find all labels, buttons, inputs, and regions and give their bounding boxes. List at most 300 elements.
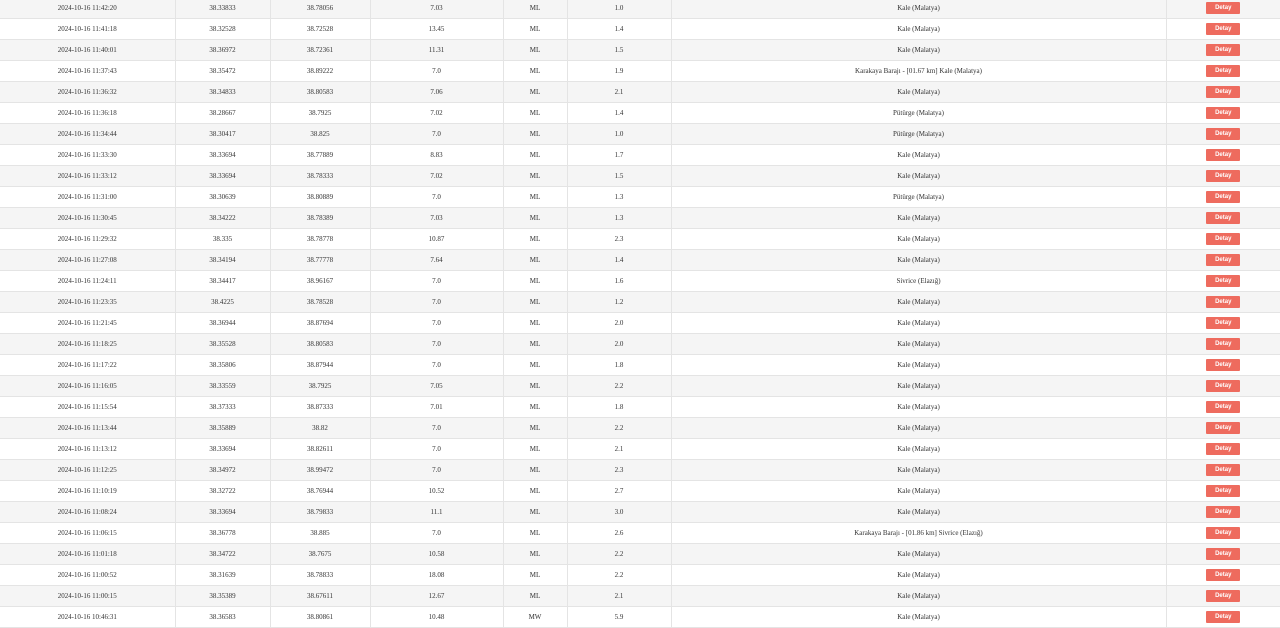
longitude-cell: 38.87333 <box>270 397 370 418</box>
table-row <box>0 607 1280 628</box>
magnitude-type-cell: ML <box>503 586 567 607</box>
latitude-cell: 38.30417 <box>175 124 270 145</box>
detail-button[interactable]: Detay <box>1206 359 1240 371</box>
magnitude-type-cell: ML <box>503 0 567 19</box>
date-cell: 2024-10-16 11:27:08 <box>0 250 175 271</box>
detail-button[interactable]: Detay <box>1206 107 1240 119</box>
table-row <box>0 166 1280 187</box>
location-cell: Karakaya Barajı - [01.86 km] Sivrice (Elazığ) <box>671 523 1166 544</box>
detail-button[interactable]: Detay <box>1206 212 1240 224</box>
magnitude-cell: 2.2 <box>567 376 671 397</box>
depth-cell: 7.06 <box>370 82 503 103</box>
date-cell: 2024-10-16 11:29:32 <box>0 229 175 250</box>
date-cell: 2024-10-16 11:41:18 <box>0 19 175 40</box>
longitude-cell: 38.89222 <box>270 61 370 82</box>
detail-button[interactable]: Detay <box>1206 380 1240 392</box>
table-row <box>0 397 1280 418</box>
date-cell: 2024-10-16 11:37:43 <box>0 61 175 82</box>
longitude-cell: 38.78389 <box>270 208 370 229</box>
magnitude-type-cell: ML <box>503 19 567 40</box>
action-cell <box>1166 229 1280 250</box>
action-cell <box>1166 61 1280 82</box>
action-cell <box>1166 460 1280 481</box>
detail-button[interactable]: Detay <box>1206 275 1240 287</box>
detail-button[interactable]: Detay <box>1206 317 1240 329</box>
depth-cell: 7.0 <box>370 271 503 292</box>
latitude-cell: 38.33694 <box>175 166 270 187</box>
longitude-cell: 38.80583 <box>270 82 370 103</box>
magnitude-cell: 1.4 <box>567 250 671 271</box>
table-row <box>0 502 1280 523</box>
magnitude-cell: 2.6 <box>567 523 671 544</box>
table-row <box>0 586 1280 607</box>
date-cell: 2024-10-16 11:33:12 <box>0 166 175 187</box>
depth-cell: 7.0 <box>370 439 503 460</box>
magnitude-cell: 2.0 <box>567 334 671 355</box>
latitude-cell: 38.34833 <box>175 82 270 103</box>
date-cell: 2024-10-16 11:31:00 <box>0 187 175 208</box>
magnitude-cell: 2.1 <box>567 82 671 103</box>
longitude-cell: 38.72528 <box>270 19 370 40</box>
magnitude-type-cell: ML <box>503 61 567 82</box>
depth-cell: 7.0 <box>370 334 503 355</box>
magnitude-type-cell: ML <box>503 376 567 397</box>
action-cell <box>1166 145 1280 166</box>
longitude-cell: 38.7925 <box>270 103 370 124</box>
longitude-cell: 38.825 <box>270 124 370 145</box>
action-cell <box>1166 607 1280 628</box>
location-cell: Kale (Malatya) <box>671 397 1166 418</box>
detail-button[interactable]: Detay <box>1206 527 1240 539</box>
date-cell: 2024-10-16 11:36:18 <box>0 103 175 124</box>
date-cell: 2024-10-16 11:34:44 <box>0 124 175 145</box>
depth-cell: 7.0 <box>370 292 503 313</box>
date-cell: 2024-10-16 11:13:12 <box>0 439 175 460</box>
table-row <box>0 187 1280 208</box>
date-cell: 2024-10-16 11:33:30 <box>0 145 175 166</box>
longitude-cell: 38.7675 <box>270 544 370 565</box>
longitude-cell: 38.78333 <box>270 166 370 187</box>
latitude-cell: 38.31639 <box>175 565 270 586</box>
table-row <box>0 481 1280 502</box>
magnitude-type-cell: ML <box>503 166 567 187</box>
location-cell: Kale (Malatya) <box>671 418 1166 439</box>
date-cell: 2024-10-16 11:12:25 <box>0 460 175 481</box>
latitude-cell: 38.36972 <box>175 40 270 61</box>
depth-cell: 11.31 <box>370 40 503 61</box>
detail-button[interactable]: Detay <box>1206 401 1240 413</box>
table-row <box>0 82 1280 103</box>
date-cell: 2024-10-16 11:17:22 <box>0 355 175 376</box>
table-row <box>0 208 1280 229</box>
location-cell: Pütürge (Malatya) <box>671 187 1166 208</box>
magnitude-cell: 2.0 <box>567 313 671 334</box>
location-cell: Kale (Malatya) <box>671 502 1166 523</box>
table-row <box>0 19 1280 40</box>
latitude-cell: 38.35889 <box>175 418 270 439</box>
location-cell: Kale (Malatya) <box>671 544 1166 565</box>
longitude-cell: 38.78778 <box>270 229 370 250</box>
action-cell <box>1166 481 1280 502</box>
table-row <box>0 40 1280 61</box>
magnitude-cell: 1.3 <box>567 187 671 208</box>
table-row <box>0 313 1280 334</box>
latitude-cell: 38.35806 <box>175 355 270 376</box>
detail-button[interactable]: Detay <box>1206 506 1240 518</box>
location-cell: Kale (Malatya) <box>671 145 1166 166</box>
table-row <box>0 418 1280 439</box>
magnitude-cell: 1.8 <box>567 355 671 376</box>
latitude-cell: 38.33694 <box>175 145 270 166</box>
depth-cell: 7.0 <box>370 460 503 481</box>
depth-cell: 7.0 <box>370 313 503 334</box>
magnitude-cell: 1.9 <box>567 61 671 82</box>
location-cell: Pütürge (Malatya) <box>671 103 1166 124</box>
latitude-cell: 38.32722 <box>175 481 270 502</box>
date-cell: 2024-10-16 11:08:24 <box>0 502 175 523</box>
action-cell <box>1166 250 1280 271</box>
action-cell <box>1166 187 1280 208</box>
location-cell: Kale (Malatya) <box>671 208 1166 229</box>
detail-button[interactable]: Detay <box>1206 44 1240 56</box>
latitude-cell: 38.33559 <box>175 376 270 397</box>
magnitude-type-cell: ML <box>503 145 567 166</box>
date-cell: 2024-10-16 11:18:25 <box>0 334 175 355</box>
location-cell: Kale (Malatya) <box>671 565 1166 586</box>
depth-cell: 10.58 <box>370 544 503 565</box>
latitude-cell: 38.4225 <box>175 292 270 313</box>
location-cell: Kale (Malatya) <box>671 0 1166 19</box>
magnitude-cell: 2.2 <box>567 565 671 586</box>
depth-cell: 7.0 <box>370 355 503 376</box>
action-cell <box>1166 418 1280 439</box>
magnitude-type-cell: ML <box>503 124 567 145</box>
latitude-cell: 38.35528 <box>175 334 270 355</box>
date-cell: 2024-10-16 11:16:05 <box>0 376 175 397</box>
magnitude-type-cell: ML <box>503 565 567 586</box>
depth-cell: 12.67 <box>370 586 503 607</box>
longitude-cell: 38.77889 <box>270 145 370 166</box>
longitude-cell: 38.82 <box>270 418 370 439</box>
magnitude-type-cell: MW <box>503 607 567 628</box>
action-cell <box>1166 271 1280 292</box>
depth-cell: 7.0 <box>370 187 503 208</box>
magnitude-type-cell: ML <box>503 313 567 334</box>
longitude-cell: 38.82611 <box>270 439 370 460</box>
magnitude-type-cell: ML <box>503 502 567 523</box>
depth-cell: 10.87 <box>370 229 503 250</box>
magnitude-cell: 2.3 <box>567 229 671 250</box>
magnitude-cell: 1.0 <box>567 0 671 19</box>
location-cell: Kale (Malatya) <box>671 40 1166 61</box>
latitude-cell: 38.34417 <box>175 271 270 292</box>
latitude-cell: 38.36778 <box>175 523 270 544</box>
action-cell <box>1166 208 1280 229</box>
location-cell: Karakaya Barajı - [01.67 km] Kale (Malatya) <box>671 61 1166 82</box>
depth-cell: 7.03 <box>370 208 503 229</box>
longitude-cell: 38.99472 <box>270 460 370 481</box>
location-cell: Kale (Malatya) <box>671 586 1166 607</box>
location-cell: Kale (Malatya) <box>671 19 1166 40</box>
latitude-cell: 38.34222 <box>175 208 270 229</box>
date-cell: 2024-10-16 11:42:20 <box>0 0 175 19</box>
magnitude-type-cell: ML <box>503 187 567 208</box>
action-cell <box>1166 82 1280 103</box>
latitude-cell: 38.335 <box>175 229 270 250</box>
date-cell: 2024-10-16 11:01:18 <box>0 544 175 565</box>
longitude-cell: 38.79833 <box>270 502 370 523</box>
date-cell: 2024-10-16 11:06:15 <box>0 523 175 544</box>
magnitude-cell: 1.3 <box>567 208 671 229</box>
table-row <box>0 565 1280 586</box>
magnitude-type-cell: ML <box>503 40 567 61</box>
depth-cell: 11.1 <box>370 502 503 523</box>
depth-cell: 7.0 <box>370 418 503 439</box>
depth-cell: 7.03 <box>370 0 503 19</box>
magnitude-type-cell: ML <box>503 544 567 565</box>
table-row <box>0 271 1280 292</box>
magnitude-type-cell: ML <box>503 523 567 544</box>
latitude-cell: 38.37333 <box>175 397 270 418</box>
magnitude-cell: 1.4 <box>567 103 671 124</box>
action-cell <box>1166 376 1280 397</box>
longitude-cell: 38.87944 <box>270 355 370 376</box>
magnitude-cell: 2.1 <box>567 439 671 460</box>
table-row <box>0 61 1280 82</box>
action-cell <box>1166 166 1280 187</box>
detail-button[interactable]: Detay <box>1206 611 1240 623</box>
action-cell <box>1166 124 1280 145</box>
detail-button[interactable]: Detay <box>1206 170 1240 182</box>
location-cell: Sivrice (Elazığ) <box>671 271 1166 292</box>
action-cell <box>1166 397 1280 418</box>
depth-cell: 7.0 <box>370 523 503 544</box>
action-cell <box>1166 502 1280 523</box>
detail-button[interactable]: Detay <box>1206 569 1240 581</box>
magnitude-type-cell: ML <box>503 82 567 103</box>
longitude-cell: 38.96167 <box>270 271 370 292</box>
depth-cell: 7.02 <box>370 166 503 187</box>
detail-button[interactable]: Detay <box>1206 443 1240 455</box>
latitude-cell: 38.35472 <box>175 61 270 82</box>
location-cell: Kale (Malatya) <box>671 82 1166 103</box>
detail-button[interactable]: Detay <box>1206 233 1240 245</box>
detail-button[interactable]: Detay <box>1206 128 1240 140</box>
location-cell: Kale (Malatya) <box>671 166 1166 187</box>
magnitude-cell: 3.0 <box>567 502 671 523</box>
longitude-cell: 38.87694 <box>270 313 370 334</box>
longitude-cell: 38.80889 <box>270 187 370 208</box>
depth-cell: 7.0 <box>370 61 503 82</box>
magnitude-cell: 1.5 <box>567 166 671 187</box>
date-cell: 2024-10-16 11:40:01 <box>0 40 175 61</box>
depth-cell: 7.02 <box>370 103 503 124</box>
detail-button[interactable]: Detay <box>1206 464 1240 476</box>
depth-cell: 10.48 <box>370 607 503 628</box>
magnitude-cell: 2.2 <box>567 544 671 565</box>
action-cell <box>1166 0 1280 19</box>
latitude-cell: 38.33694 <box>175 502 270 523</box>
detail-button[interactable]: Detay <box>1206 86 1240 98</box>
action-cell <box>1166 292 1280 313</box>
detail-button[interactable]: Detay <box>1206 485 1240 497</box>
longitude-cell: 38.67611 <box>270 586 370 607</box>
detail-button[interactable]: Detay <box>1206 254 1240 266</box>
date-cell: 2024-10-16 11:36:32 <box>0 82 175 103</box>
latitude-cell: 38.34972 <box>175 460 270 481</box>
detail-button[interactable]: Detay <box>1206 23 1240 35</box>
location-cell: Kale (Malatya) <box>671 229 1166 250</box>
magnitude-type-cell: ML <box>503 481 567 502</box>
action-cell <box>1166 544 1280 565</box>
magnitude-cell: 1.7 <box>567 145 671 166</box>
action-cell <box>1166 19 1280 40</box>
depth-cell: 7.05 <box>370 376 503 397</box>
magnitude-type-cell: ML <box>503 355 567 376</box>
detail-button[interactable]: Detay <box>1206 149 1240 161</box>
detail-button[interactable]: Detay <box>1206 191 1240 203</box>
latitude-cell: 38.36583 <box>175 607 270 628</box>
date-cell: 2024-10-16 11:21:45 <box>0 313 175 334</box>
latitude-cell: 38.32528 <box>175 19 270 40</box>
detail-button[interactable]: Detay <box>1206 2 1240 14</box>
detail-button[interactable]: Detay <box>1206 422 1240 434</box>
location-cell: Kale (Malatya) <box>671 607 1166 628</box>
location-cell: Kale (Malatya) <box>671 355 1166 376</box>
depth-cell: 7.64 <box>370 250 503 271</box>
latitude-cell: 38.30639 <box>175 187 270 208</box>
longitude-cell: 38.78833 <box>270 565 370 586</box>
date-cell: 2024-10-16 11:24:11 <box>0 271 175 292</box>
detail-button[interactable]: Detay <box>1206 65 1240 77</box>
table-row <box>0 355 1280 376</box>
date-cell: 2024-10-16 11:30:45 <box>0 208 175 229</box>
location-cell: Kale (Malatya) <box>671 250 1166 271</box>
latitude-cell: 38.36944 <box>175 313 270 334</box>
magnitude-cell: 1.8 <box>567 397 671 418</box>
magnitude-type-cell: ML <box>503 460 567 481</box>
table-row <box>0 124 1280 145</box>
magnitude-type-cell: ML <box>503 439 567 460</box>
magnitude-type-cell: ML <box>503 271 567 292</box>
action-cell <box>1166 334 1280 355</box>
location-cell: Kale (Malatya) <box>671 481 1166 502</box>
magnitude-cell: 1.6 <box>567 271 671 292</box>
latitude-cell: 38.34722 <box>175 544 270 565</box>
table-row <box>0 439 1280 460</box>
location-cell: Kale (Malatya) <box>671 460 1166 481</box>
location-cell: Kale (Malatya) <box>671 292 1166 313</box>
date-cell: 2024-10-16 11:23:35 <box>0 292 175 313</box>
latitude-cell: 38.33833 <box>175 0 270 19</box>
table-row <box>0 103 1280 124</box>
location-cell: Kale (Malatya) <box>671 334 1166 355</box>
depth-cell: 10.52 <box>370 481 503 502</box>
action-cell <box>1166 313 1280 334</box>
magnitude-type-cell: ML <box>503 229 567 250</box>
latitude-cell: 38.28667 <box>175 103 270 124</box>
magnitude-type-cell: ML <box>503 250 567 271</box>
action-cell <box>1166 565 1280 586</box>
magnitude-cell: 2.1 <box>567 586 671 607</box>
depth-cell: 13.45 <box>370 19 503 40</box>
longitude-cell: 38.80583 <box>270 334 370 355</box>
magnitude-cell: 2.2 <box>567 418 671 439</box>
magnitude-cell: 1.5 <box>567 40 671 61</box>
longitude-cell: 38.78056 <box>270 0 370 19</box>
detail-button[interactable]: Detay <box>1206 590 1240 602</box>
magnitude-cell: 1.2 <box>567 292 671 313</box>
action-cell <box>1166 355 1280 376</box>
magnitude-type-cell: ML <box>503 208 567 229</box>
longitude-cell: 38.76944 <box>270 481 370 502</box>
longitude-cell: 38.7925 <box>270 376 370 397</box>
magnitude-type-cell: ML <box>503 292 567 313</box>
magnitude-type-cell: ML <box>503 103 567 124</box>
action-cell <box>1166 439 1280 460</box>
action-cell <box>1166 586 1280 607</box>
latitude-cell: 38.35389 <box>175 586 270 607</box>
detail-button[interactable]: Detay <box>1206 338 1240 350</box>
magnitude-cell: 5.9 <box>567 607 671 628</box>
longitude-cell: 38.885 <box>270 523 370 544</box>
depth-cell: 8.83 <box>370 145 503 166</box>
magnitude-cell: 1.0 <box>567 124 671 145</box>
table-row <box>0 292 1280 313</box>
magnitude-cell: 2.7 <box>567 481 671 502</box>
magnitude-cell: 2.3 <box>567 460 671 481</box>
longitude-cell: 38.72361 <box>270 40 370 61</box>
location-cell: Pütürge (Malatya) <box>671 124 1166 145</box>
date-cell: 2024-10-16 11:15:54 <box>0 397 175 418</box>
table-row <box>0 229 1280 250</box>
date-cell: 2024-10-16 11:13:44 <box>0 418 175 439</box>
date-cell: 2024-10-16 11:00:52 <box>0 565 175 586</box>
date-cell: 2024-10-16 11:00:15 <box>0 586 175 607</box>
magnitude-type-cell: ML <box>503 334 567 355</box>
table-row <box>0 544 1280 565</box>
action-cell <box>1166 103 1280 124</box>
magnitude-type-cell: ML <box>503 418 567 439</box>
depth-cell: 18.08 <box>370 565 503 586</box>
action-cell <box>1166 40 1280 61</box>
date-cell: 2024-10-16 11:10:19 <box>0 481 175 502</box>
latitude-cell: 38.34194 <box>175 250 270 271</box>
detail-button[interactable]: Detay <box>1206 296 1240 308</box>
magnitude-type-cell: ML <box>503 397 567 418</box>
table-row <box>0 523 1280 544</box>
action-cell <box>1166 523 1280 544</box>
table-row <box>0 460 1280 481</box>
location-cell: Kale (Malatya) <box>671 439 1166 460</box>
depth-cell: 7.0 <box>370 124 503 145</box>
latitude-cell: 38.33694 <box>175 439 270 460</box>
magnitude-cell: 1.4 <box>567 19 671 40</box>
longitude-cell: 38.80861 <box>270 607 370 628</box>
table-row <box>0 334 1280 355</box>
date-cell: 2024-10-16 10:46:31 <box>0 607 175 628</box>
table-row <box>0 376 1280 397</box>
depth-cell: 7.01 <box>370 397 503 418</box>
detail-button[interactable]: Detay <box>1206 548 1240 560</box>
table-row <box>0 0 1280 19</box>
longitude-cell: 38.77778 <box>270 250 370 271</box>
location-cell: Kale (Malatya) <box>671 376 1166 397</box>
table-row <box>0 145 1280 166</box>
location-cell: Kale (Malatya) <box>671 313 1166 334</box>
longitude-cell: 38.78528 <box>270 292 370 313</box>
table-row <box>0 250 1280 271</box>
